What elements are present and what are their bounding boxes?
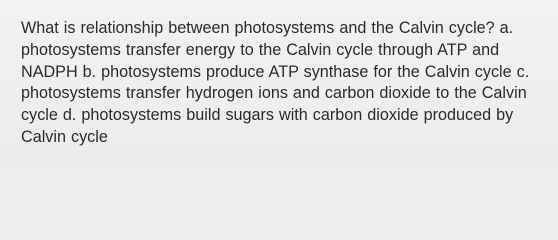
question-text: What is relationship between photosystems and the Calvin cycle? a. photosystems transfer energy to the Calvin cycle through ATP and NADPH b. photosystems produce ATP synthase for the Calvin cycle c. photosystems transfer hydrogen ions and carbon dioxide to the Calvin cycle d. photosystems build sugars with carbon dioxide produced by Calvin cycle (21, 19, 530, 146)
